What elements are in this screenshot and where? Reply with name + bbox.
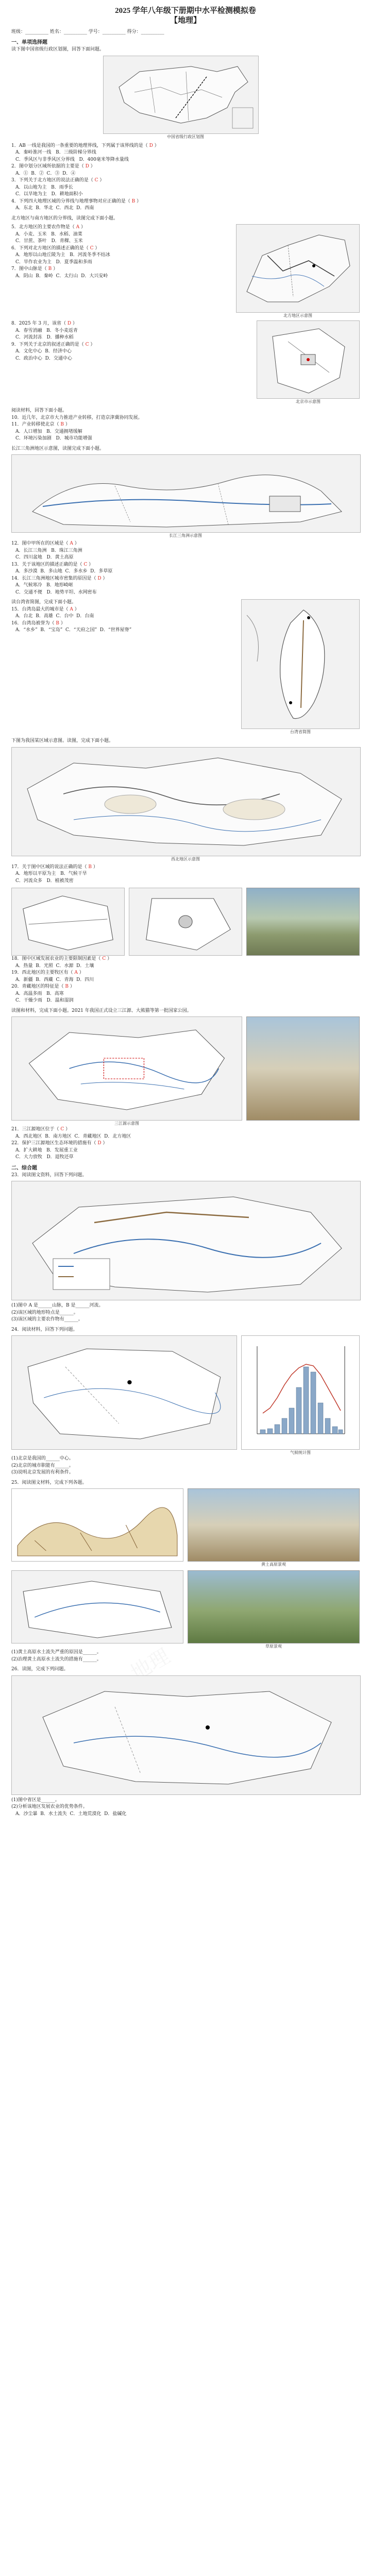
question-25-subquestions: (1)黄土高原水土流失严重的原因是______。 (2)治理黄土高原水土流失的措施有______。 — [11, 1650, 102, 1662]
question-13-options: A．多沙漠 B．多山地 C．多水乡 D．多草原 — [15, 569, 113, 574]
section-comprehensive: 二、综合题 — [11, 1165, 37, 1171]
loess-diagram — [11, 1488, 183, 1562]
question-19-options: A．新疆 B．西藏 C．青海 D．四川 — [15, 977, 94, 982]
question-6: 6．下列对北方地区的描述正确的是（ C ） — [11, 245, 100, 251]
question-16-options: A．“水乡” B．“宝岛” C．“天府之国” D．“世界屋脊” — [15, 628, 132, 633]
question-13: 13．关于该地区的描述正确的是（ C ） — [11, 562, 94, 567]
landscape-photo-2 — [246, 1016, 360, 1121]
question-16: 16．台湾岛被誉为（ B ） — [11, 620, 65, 626]
map2-caption: 北方地区示意图 — [283, 313, 312, 318]
loess-photo — [188, 1488, 360, 1562]
student-info-line: 班级：__________ 姓名：__________ 学号：__________ 得分：__________ — [11, 29, 164, 35]
question-24-subquestions: (1)北京是我国的______中心。 (2)北京的城市职能有______。 (3)说明北京发展的有利条件。 — [11, 1456, 74, 1475]
question-26: 26．读图，完成下列问题。 — [11, 1667, 69, 1672]
question-12: 12．图中甲所在的区域是（ A ） — [11, 541, 79, 546]
question-3: 3．下列关于北方地区的说法正确的是（ C ） — [11, 178, 105, 183]
intro-6: 下图为我国某区域示意图。读图，完成下面小题。 — [11, 738, 114, 743]
exam-title: 2025 学年八年级下册期中水平检测模拟卷 — [115, 7, 256, 15]
loess-section-map — [11, 1570, 183, 1643]
exam-subject: 【地理】 — [170, 16, 201, 25]
map6-caption: 西北地区示意图 — [171, 856, 200, 861]
question-10: 10．近几年，北京市大力推进产业转移，打造京津冀协同发展。 — [11, 415, 143, 420]
question-4-options: A．东北 B．华北 C．西北 D．西南 — [15, 206, 94, 211]
photo1-caption: 黄土高原景观 — [261, 1562, 286, 1567]
small-map-b — [129, 888, 242, 956]
question-23-map — [11, 1181, 361, 1300]
question-9: 9．下列关于北京的叙述正确的是（ C ） — [11, 342, 95, 347]
question-6-options: A．地形以山地丘陵为主 B．河流冬季不结冰 C．旱作农业为主 D．夏季温和多雨 — [15, 252, 110, 265]
north-region-map — [236, 224, 360, 313]
question-23-subquestions: (1)图中 A 是______山脉，B 是______河流。 (2)该区域的地形特点是______。 (3)该区域的主要农作物有______。 — [11, 1303, 104, 1322]
question-7: 7．图中山脉是（ B ） — [11, 266, 58, 272]
question-26-subquestions: (1)图中省区是______。 (2)分析该地区发展农业的优势条件。 — [11, 1797, 88, 1809]
climate-chart — [241, 1335, 360, 1450]
question-4: 4．下列四大地理区域的分界线与地理事物对应正确的是（ B ） — [11, 198, 142, 204]
beijing-map — [257, 320, 360, 399]
question-11-options: A．人口增加 B．交通拥堵缓解 C．环境污染加剧 D．城市功能增强 — [15, 429, 92, 441]
question-20-options: A．高温多雨 B．高寒 C．干燥少雨 D．温和湿润 — [15, 991, 74, 1003]
question-8-options: A．春雪消融 B．冬小麦返青 C．河流封冻 D．播种水稻 — [15, 328, 78, 340]
question-20: 20．青藏地区的特征是（ B ） — [11, 984, 75, 989]
question-5: 5．北方地区的主要农作物是（ A ） — [11, 225, 86, 230]
question-2: 2．图中划分区域所依据的主要是（ D ） — [11, 164, 95, 169]
landscape-photo-1 — [246, 888, 360, 956]
intro-5: 读台湾省简图，完成下面小题。 — [11, 600, 77, 605]
map1-caption: 中国省级行政区划图 — [167, 134, 204, 139]
question-3-options: A．以山地为主 B．雨季长 C．以旱地为主 D．耕地面积小 — [15, 184, 83, 197]
climate-caption: 气候统计图 — [290, 1450, 311, 1455]
sanjiangyuan-map — [11, 1016, 242, 1121]
question-26-map — [11, 1675, 361, 1795]
intro-1: 读下图中国省级行政区划图，回答下面问题。 — [11, 47, 105, 52]
question-15: 15．台湾岛最大的城市是（ A ） — [11, 606, 79, 612]
question-24: 24．阅读材料，回答下列问题。 — [11, 1327, 78, 1332]
question-25: 25．阅读图文材料，完成下列各题。 — [11, 1480, 87, 1485]
question-26-options: A．沙尘暴 B．水土流失 C．土地荒漠化 D．盐碱化 — [15, 1811, 127, 1817]
intro-2: 北方地区与南方地区的分界线，读图完成下面小题。 — [11, 215, 119, 221]
question-22: 22．保护三江源地区生态环境的措施有（ D ） — [11, 1141, 108, 1146]
map3-caption: 北京市示意图 — [296, 399, 321, 404]
question-17: 17．关于图中区域的说法正确的是（ B ） — [11, 864, 98, 870]
photo2-caption: 草原景观 — [265, 1644, 282, 1649]
yangtze-delta-map — [11, 454, 361, 533]
question-24-map — [11, 1335, 237, 1450]
grassland-photo — [188, 1570, 360, 1643]
question-5-options: A．小麦、玉米 B．水稻、油菜 C．甘蔗、茶叶 D．青稞、玉米 — [15, 231, 83, 244]
intro-7: 读图和材料，完成下面小题。2021 年我国正式设立三江源、大熊猫等第一批国家公园。 — [11, 1008, 192, 1013]
question-19: 19．西北地区的主要牧区有（ A ） — [11, 970, 84, 975]
question-2-options: A．① B．② C．③ D．④ — [15, 171, 76, 176]
china-province-map — [103, 56, 259, 134]
small-map-a — [11, 888, 125, 956]
question-15-options: A．台北 B．高雄 C．台中 D．台南 — [15, 614, 94, 619]
northwest-region-map — [11, 747, 361, 856]
question-14: 14．长江三角洲地区城市密集的原因是（ D ） — [11, 575, 108, 581]
question-23: 23．阅读图文资料，回答下列问题。 — [11, 1172, 87, 1178]
map4-caption: 长江三角洲示意图 — [169, 533, 202, 538]
question-18: 18．图中区域发展农业的主要限制因素是（ C ） — [11, 956, 112, 961]
question-22-options: A．扩大耕地 B．发展重工业 C．大力放牧 D．退牧还草 — [15, 1147, 78, 1160]
section-single-choice: 一、单项选择题 — [11, 40, 47, 45]
question-7-options: A．阴山 B．秦岭 C．太行山 D．大兴安岭 — [15, 273, 108, 279]
question-11: 11．产业转移使北京（ B ） — [11, 422, 70, 427]
map8-caption: 三江源示意图 — [114, 1121, 139, 1126]
intro-3: 阅读材料，回答下面小题。 — [11, 408, 68, 413]
question-18-options: A．热量 B．光照 C．水源 D．土壤 — [15, 963, 94, 969]
question-9-options: A．文化中心 B．经济中心 C．政治中心 D．交通中心 — [15, 349, 72, 361]
question-14-options: A．气候寒冷 B．地形崎岖 C．交通不便 D．地势平坦、水网密布 — [15, 583, 97, 595]
question-1: 1．AB 一线是我国的一条重要的地理界线，下列属于该界线的是（ D ） — [11, 143, 159, 148]
question-17-options: A．地形以平原为主 B．气候干旱 C．河流众多 D．植被茂密 — [15, 871, 87, 884]
map5-caption: 台湾省简图 — [290, 730, 311, 734]
question-21: 21．三江源地区位于（ C ） — [11, 1127, 71, 1132]
question-1-options: A．秦岭淮河一线 B．三级阶梯分界线 C．季风区与非季风区分界线 D．400毫米等降水量线 — [15, 150, 129, 162]
intro-4: 长江三角洲地区示意图，读图完成下面小题。 — [11, 446, 105, 451]
taiwan-map — [241, 599, 360, 729]
question-12-options: A．长江三角洲 B．珠江三角洲 C．四川盆地 D．黄土高原 — [15, 548, 82, 560]
question-8: 8．2025 年 3 月，该省（ D ） — [11, 321, 77, 326]
question-21-options: A．西北地区 B．南方地区 C．青藏地区 D．北方地区 — [15, 1133, 131, 1139]
